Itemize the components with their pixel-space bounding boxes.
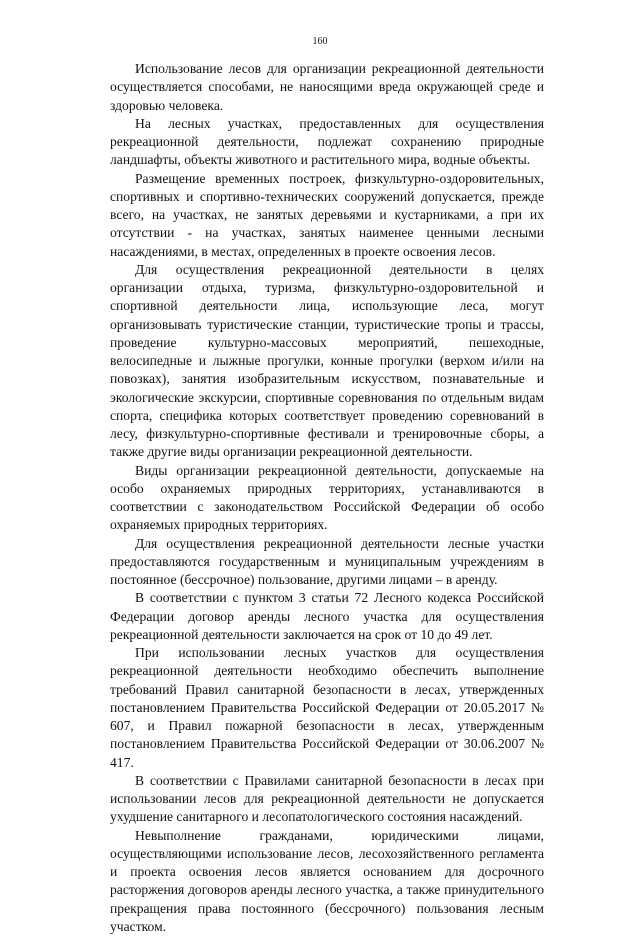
paragraph-recreation-activities: Для осуществления рекреационной деятельности в целях организации отдыха, туризма, физкультурно-оздоровительной и спортивной деятельности лица, использующие леса, могут организовывать туристические станции, туристические тропы и трассы, проведение культурно-массовых мероприятий, пешеходные, велосипедные и лыжные прогулки, конные прогулки (верхом и/или на повозках), занятия изобразительным искусством, познавательные и экологические экскурсии, спортивные соревнования по отдельным видам спорта, специфика которых соответствует проведению соревнований в лесу, физкультурно-спортивные фестивали и тренировочные сборы, а также другие виды организации рекреационной деятельности. [110, 261, 544, 462]
paragraph-landscape-preservation: На лесных участках, предоставленных для осуществления рекреационной деятельности, подлежат сохранению природные ландшафты, объекты животного и растительного мира, водные объекты. [110, 115, 544, 170]
paragraph-land-provision: Для осуществления рекреационной деятельности лесные участки предоставляются государственным и муниципальным учреждениям в постоянное (бессрочное) пользование, другими лицами – в аренду. [110, 535, 544, 590]
paragraph-lease-term: В соответствии с пунктом 3 статьи 72 Лесного кодекса Российской Федерации договор аренды лесного участка для осуществления рекреационной деятельности заключается на срок от 10 до 49 лет. [110, 589, 544, 644]
paragraph-safety-rules: При использовании лесных участков для осуществления рекреационной деятельности необходимо обеспечить выполнение требований Правил санитарной безопасности в лесах, утвержденных постановлением Правительства Российской Федерации от 20.05.2017 № 607, и Правил пожарной безопасности в лесах, утвержденным постановлением Правительства Российской Федерации от 30.06.2007 № 417. [110, 644, 544, 772]
paragraph-sanitary-condition: В соответствии с Правилами санитарной безопасности в лесах при использовании лесов для рекреационной деятельности не допускается ухудшение санитарного и лесопатологического состояния насаждений. [110, 772, 544, 827]
paragraph-protected-territories: Виды организации рекреационной деятельности, допускаемые на особо охраняемых природных территориях, устанавливаются в соответствии с законодательством Российской Федерации об особо охраняемых природных территориях. [110, 462, 544, 535]
body-text [110, 60, 544, 936]
paragraph-termination-grounds: Невыполнение гражданами, юридическими лицами, осуществляющими использование лесов, лесохозяйственного регламента и проекта освоения лесов является основанием для досрочного расторжения договоров аренды лесного участка, а также принудительного прекращения права постоянного (бессрочного) пользования лесным участком. [110, 827, 544, 936]
page-number: 160 [0, 36, 640, 47]
paragraph-recreation-methods: Использование лесов для организации рекреационной деятельности осуществляется способами, не наносящими вреда окружающей среде и здоровью человека. [110, 60, 544, 115]
paragraph-temporary-buildings: Размещение временных построек, физкультурно-оздоровительных, спортивных и спортивно-технических сооружений допускается, прежде всего, на участках, не занятых деревьями и кустарниками, а при их отсутствии - на участках, занятых наименее ценными лесными насаждениями, в местах, определенных в проекте освоения лесов. [110, 170, 544, 261]
